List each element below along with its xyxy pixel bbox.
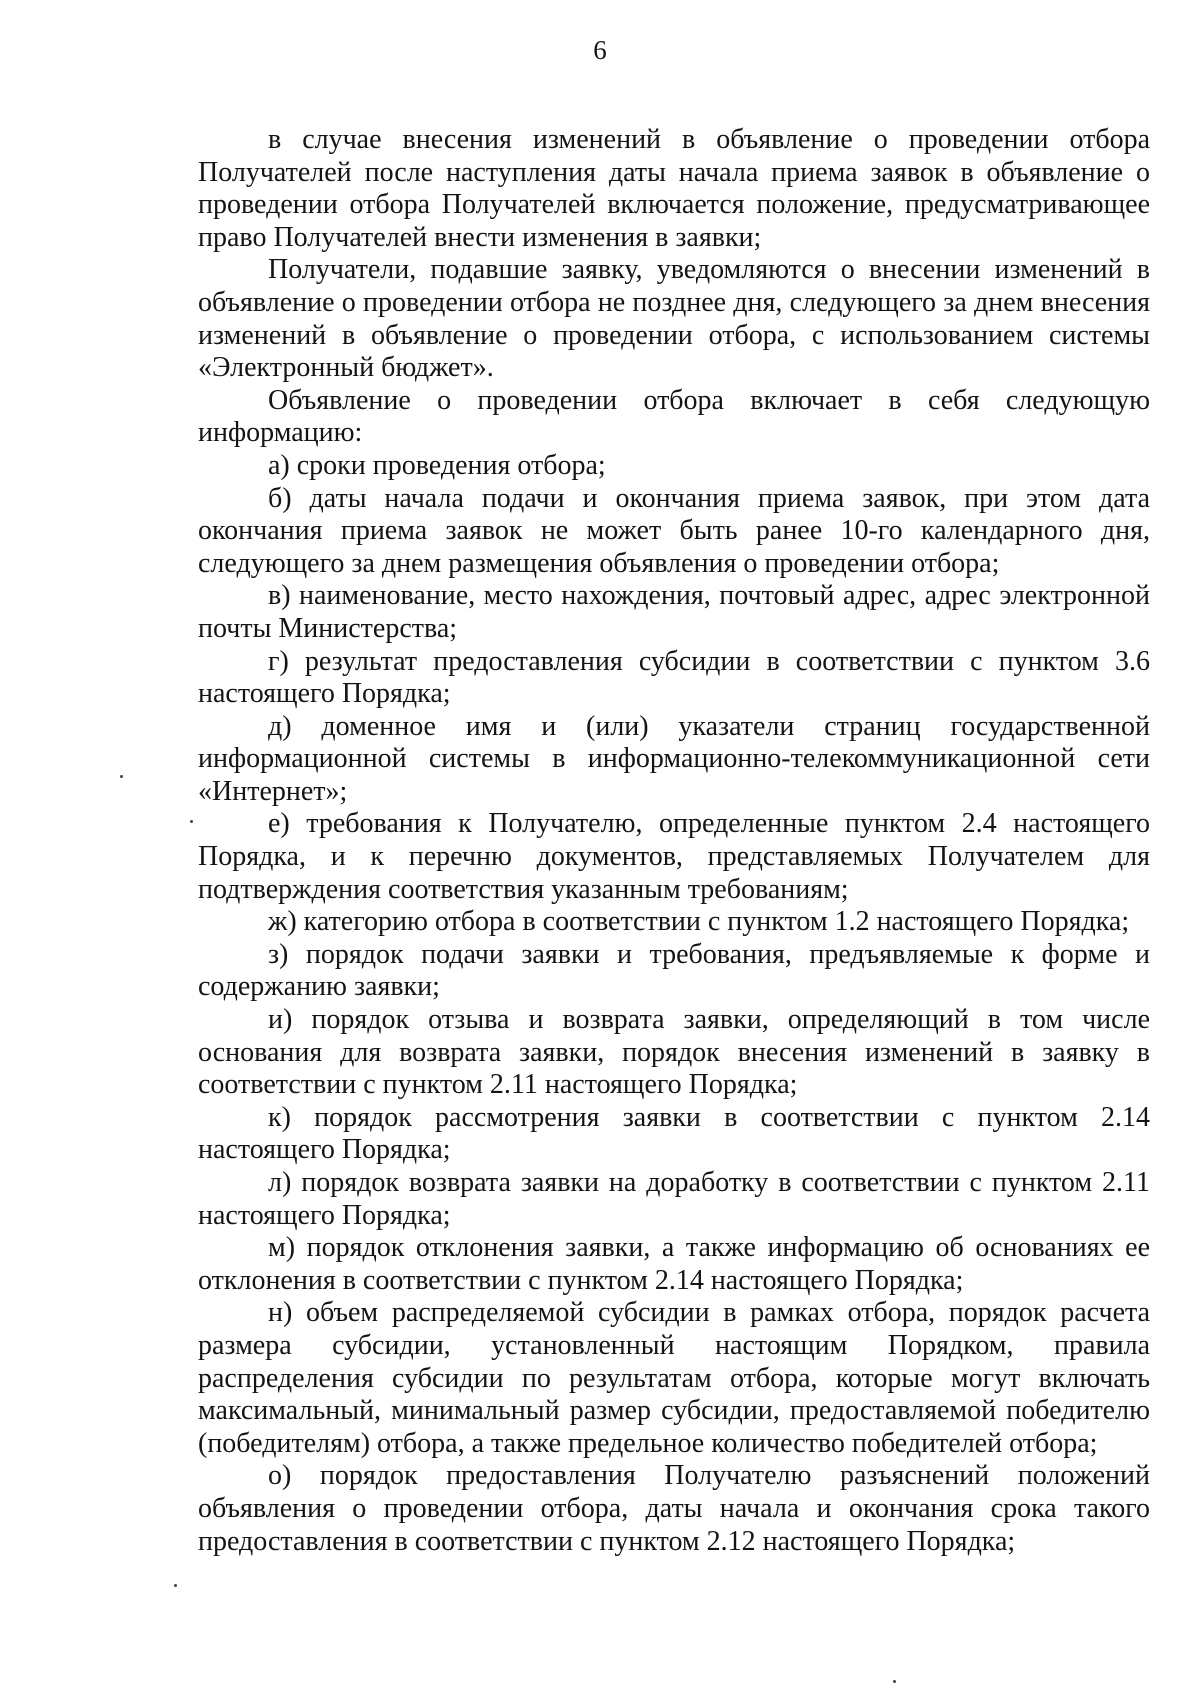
list-item-l: л) порядок возврата заявки на доработку в соответствии с пунктом 2.11 настоящего Порядка; (198, 1167, 1150, 1231)
page-number: 6 (593, 35, 607, 65)
list-item-z: з) порядок подачи заявки и требования, предъявляемые к форме и содержанию заявки; (198, 938, 1150, 1003)
list-item-o: о) порядок предоставления Получателю разъяснений положений объявления о проведении отбора, даты начала и окончания срока такого предоставления в соответствии с пунктом 2.12 настоящего Порядка; (198, 1460, 1150, 1557)
list-item-a: а) сроки проведения отбора; (268, 449, 606, 481)
list-item-m: м) порядок отклонения заявки, а также информацию об основаниях ее отклонения в соответствии с пунктом 2.14 настоящего Порядка; (198, 1232, 1150, 1296)
list-item-v: в) наименование, место нахождения, почтовый адрес, адрес электронной почты Министерства; (198, 580, 1150, 644)
list-item-zh: ж) категорию отбора в соответствии с пунктом 1.2 настоящего Порядка; (268, 906, 1130, 938)
scan-speck (174, 1584, 177, 1587)
scan-speck (190, 820, 193, 823)
list-item-n: н) объем распределяемой субсидии в рамках отбора, порядок расчета размера субсидии, установленный настоящим Порядком, правила распределения субсидии по результатам отбора, которые могут включать максимальный, минимальный размер субсидии, предоставляемой победителю (победителям) отбора, а также предельное количество победителей отбора; (198, 1297, 1150, 1459)
list-item-b: б) даты начала подачи и окончания приема заявок, при этом дата окончания приема заявок не может быть ранее 10-го календарного дня, следующего за днем размещения объявления о проведении отбора; (198, 482, 1150, 579)
paragraph-amendment-rules: в случае внесения изменений в объявление о проведении отбора Получателей после наступления даты начала приема заявок в объявление о проведении отбора Получателей включается положение, предусматривающее право Получателей внести изменения в заявки; (198, 124, 1150, 253)
list-item-g: г) результат предоставления субсидии в соответствии с пунктом 3.6 настоящего Порядка; (198, 645, 1150, 710)
scan-speck (120, 775, 123, 778)
list-item-i: и) порядок отзыва и возврата заявки, определяющий в том числе основания для возврата заявки, порядок внесения изменений в заявку в соответствии с пунктом 2.11 настоящего Порядка; (198, 1004, 1150, 1101)
list-item-k: к) порядок рассмотрения заявки в соответствии с пунктом 2.14 настоящего Порядка; (198, 1101, 1150, 1166)
body-text (198, 124, 1150, 1558)
paragraph-announcement-intro: Объявление о проведении отбора включает в себя следующую информацию: (198, 384, 1150, 449)
list-item-e: е) требования к Получателю, определенные пунктом 2.4 настоящего Порядка, и к перечню документов, представляемых Получателем для подтверждения соответствия указанным требованиям; (198, 808, 1150, 905)
scan-speck (893, 1680, 896, 1683)
paragraph-notification: Получатели, подавшие заявку, уведомляются о внесении изменений в объявление о проведении отбора не позднее дня, следующего за днем внесения изменений в объявление о проведении отбора, с использованием системы «Электронный бюджет». (198, 254, 1150, 384)
list-item-d: д) доменное имя и (или) указатели страниц государственной информационной системы в информационно-телекоммуникационной сети «Интернет»; (198, 710, 1150, 807)
